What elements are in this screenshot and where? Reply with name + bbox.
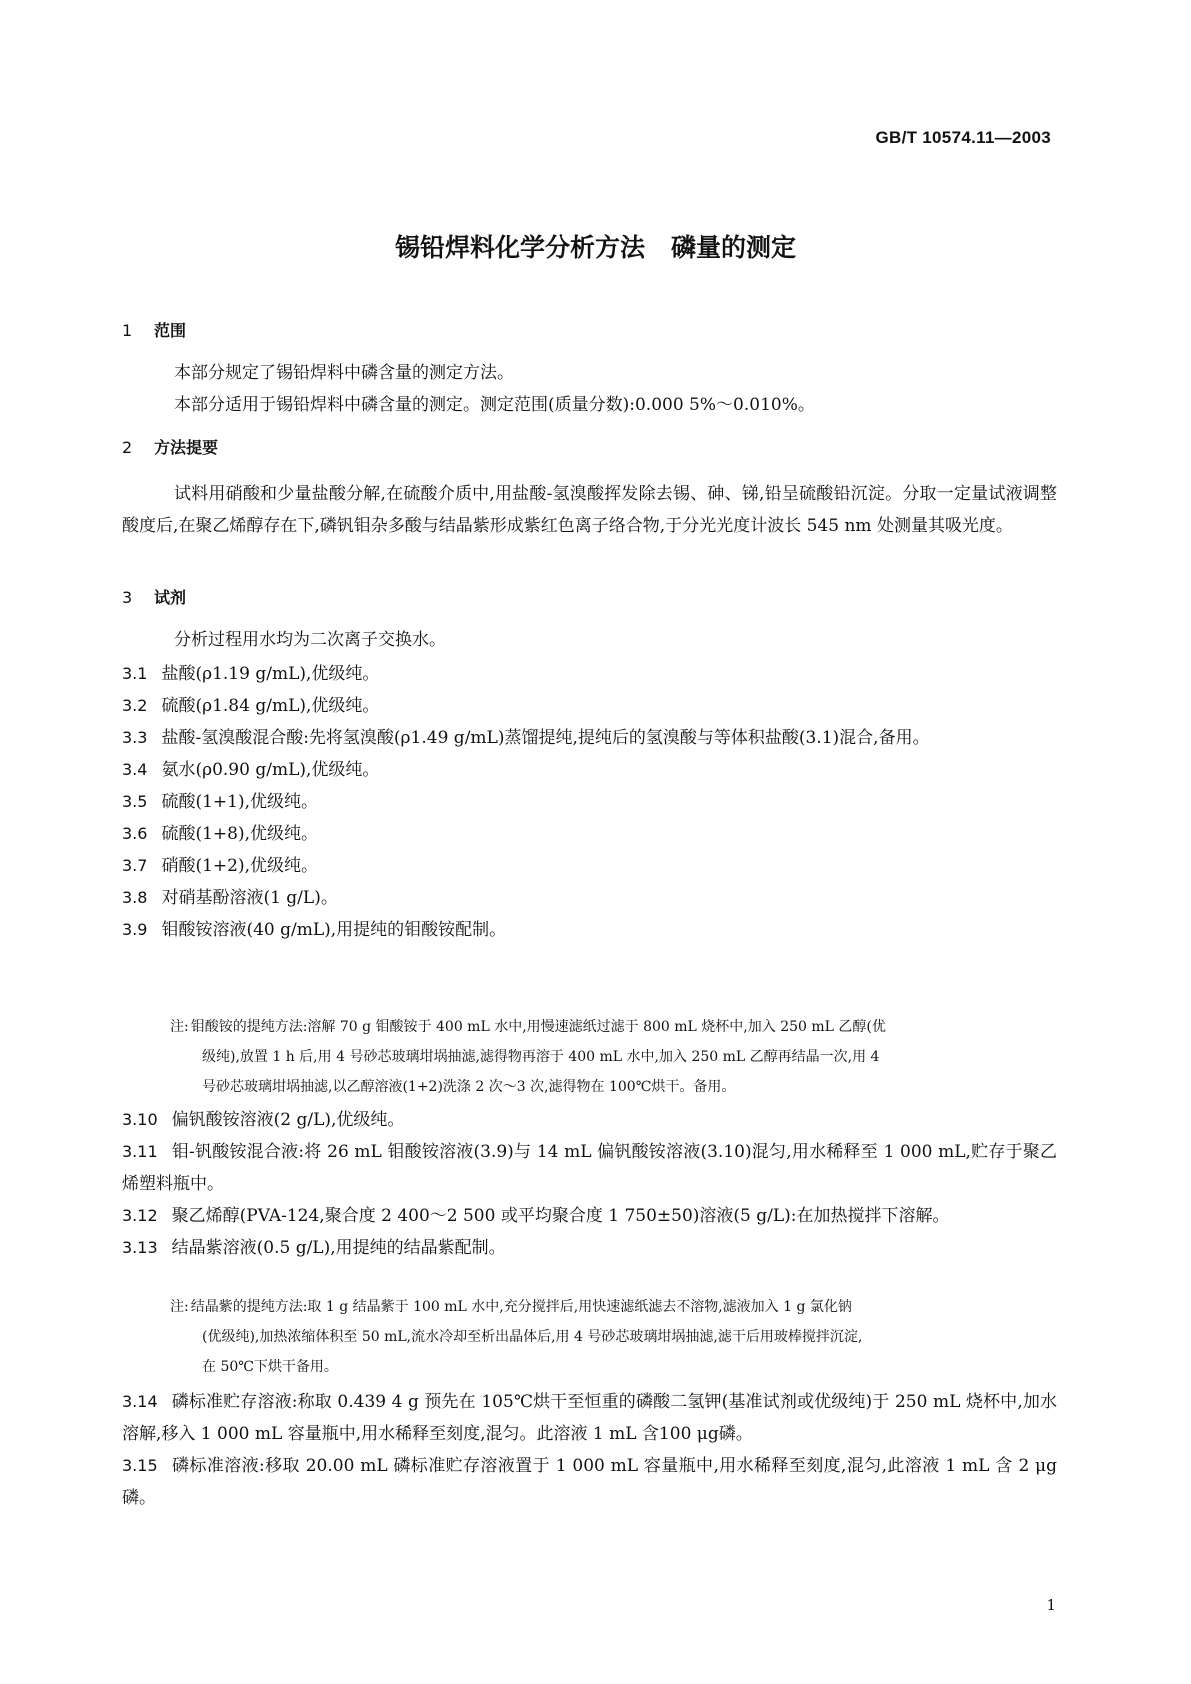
note-line: 钼酸铵的提纯方法:溶解 70 g 钼酸铵于 400 mL 水中,用慢速滤纸过滤于 800 mL 烧杯中,加入 250 mL 乙醇(优 — [190, 1019, 886, 1035]
note-line: (优级纯),加热浓缩体积至 50 mL,流水冷却至析出晶体后,用 4 号砂芯玻璃坩埚抽滤,滤干后用玻棒搅拌沉淀, — [202, 1329, 863, 1345]
section-number: 3 — [122, 588, 133, 607]
reagent-item — [122, 722, 1057, 754]
item-number: 3.7 — [122, 856, 148, 875]
item-number: 3.1 — [122, 664, 148, 683]
note-crystal-violet — [170, 1292, 1057, 1382]
note-line: 号砂芯玻璃坩埚抽滤,以乙醇溶液(1+2)洗涤 2 次～3 次,滤得物在 100℃烘干。备用。 — [202, 1079, 736, 1095]
item-text: 对硝基酚溶液(1 g/L)。 — [161, 888, 338, 908]
item-text: 盐酸-氢溴酸混合酸:先将氢溴酸(ρ1.49 g/mL)蒸馏提纯,提纯后的氢溴酸与等体积盐酸(3.1)混合,备用。 — [161, 728, 930, 748]
note-line: 结晶紫的提纯方法:取 1 g 结晶紫于 100 mL 水中,充分搅拌后,用快速滤纸滤去不溶物,滤液加入 1 g 氯化钠 — [190, 1299, 852, 1315]
reagent-item — [122, 1136, 1057, 1200]
reagent-item — [122, 786, 1057, 818]
section-3 — [122, 582, 1057, 656]
item-text: 硫酸(ρ1.84 g/mL),优级纯。 — [161, 696, 380, 716]
item-number: 3.6 — [122, 824, 148, 843]
item-number: 3.13 — [122, 1238, 158, 1257]
paragraph: 本部分适用于锡铅焊料中磷含量的测定。测定范围(质量分数):0.000 5%～0.010%。 — [174, 395, 815, 415]
item-number: 3.10 — [122, 1110, 158, 1129]
page-number: 1 — [1046, 1596, 1056, 1614]
title-part1: 锡铅焊料化学分析方法 — [394, 233, 645, 262]
paragraph: 本部分规定了锡铅焊料中磷含量的测定方法。 — [174, 363, 514, 383]
reagent-item — [122, 1450, 1057, 1514]
reagent-item — [122, 1232, 1057, 1264]
item-number: 3.15 — [122, 1456, 158, 1475]
section-title: 范围 — [154, 321, 187, 340]
item-text: 硝酸(1+2),优级纯。 — [161, 856, 318, 876]
item-number: 3.8 — [122, 888, 148, 907]
note-label: 注: — [170, 1299, 189, 1315]
note-line: 级纯),放置 1 h 后,用 4 号砂芯玻璃坩埚抽滤,滤得物再溶于 400 mL 水中,加入 250 mL 乙醇再结晶一次,用 4 — [202, 1049, 880, 1065]
item-number: 3.9 — [122, 920, 148, 939]
item-number: 3.3 — [122, 728, 148, 747]
item-text: 聚乙烯醇(PVA-124,聚合度 2 400～2 500 或平均聚合度 1 750±50)溶液(5 g/L):在加热搅拌下溶解。 — [171, 1206, 950, 1226]
section-heading — [122, 315, 1057, 347]
item-text: 磷标准溶液:移取 20.00 mL 磷标准贮存溶液置于 1 000 mL 容量瓶中,用水稀释至刻度,混匀,此溶液 1 mL 含 2 μg 磷。 — [122, 1456, 1057, 1508]
section-heading — [122, 432, 1057, 464]
item-text: 结晶紫溶液(0.5 g/L),用提纯的结晶紫配制。 — [171, 1238, 506, 1258]
page-title — [0, 228, 1191, 264]
item-text: 钼-钒酸铵混合液:将 26 mL 钼酸铵溶液(3.9)与 14 mL 偏钒酸铵溶液(3.10)混匀,用水稀释至 1 000 mL,贮存于聚乙烯塑料瓶中。 — [122, 1142, 1057, 1194]
reagent-item — [122, 850, 1057, 882]
item-text: 磷标准贮存溶液:称取 0.439 4 g 预先在 105℃烘干至恒重的磷酸二氢钾(基准试剂或优级纯)于 250 mL 烧杯中,加水溶解,移入 1 000 mL 容量瓶中,用水稀释至刻度,混匀。此溶液 1 mL 含100 μg磷。 — [122, 1392, 1057, 1444]
item-number: 3.4 — [122, 760, 148, 779]
section-number: 1 — [122, 321, 133, 340]
reagent-item — [122, 690, 1057, 722]
item-number: 3.14 — [122, 1392, 158, 1411]
reagent-item — [122, 818, 1057, 850]
item-number: 3.5 — [122, 792, 148, 811]
item-text: 钼酸铵溶液(40 g/mL),用提纯的钼酸铵配制。 — [161, 920, 507, 940]
reagent-item — [122, 754, 1057, 786]
section-title: 方法提要 — [154, 438, 219, 457]
item-text: 偏钒酸铵溶液(2 g/L),优级纯。 — [171, 1110, 405, 1130]
reagent-list-c — [122, 1386, 1057, 1514]
item-number: 3.2 — [122, 696, 148, 715]
note-line: 在 50℃下烘干备用。 — [202, 1359, 338, 1375]
reagent-item — [122, 658, 1057, 690]
paragraph: 分析过程用水均为二次离子交换水。 — [174, 630, 446, 650]
section-heading — [122, 582, 1057, 614]
standard-code: GB/T 10574.11—2003 — [875, 128, 1051, 147]
reagent-item — [122, 1386, 1057, 1450]
item-text: 硫酸(1+8),优级纯。 — [161, 824, 318, 844]
reagent-item — [122, 1104, 1057, 1136]
section-1 — [122, 315, 1057, 421]
reagent-item — [122, 914, 1057, 946]
section-title: 试剂 — [154, 588, 187, 607]
section-2 — [122, 432, 1057, 542]
reagent-item — [122, 1200, 1057, 1232]
reagent-list-a — [122, 658, 1057, 946]
item-number: 3.12 — [122, 1206, 158, 1225]
title-part2: 磷量的测定 — [671, 233, 797, 262]
item-text: 盐酸(ρ1.19 g/mL),优级纯。 — [161, 664, 380, 684]
section-number: 2 — [122, 438, 133, 457]
note-ammonium-molybdate — [170, 1012, 1057, 1102]
note-label: 注: — [170, 1019, 189, 1035]
item-text: 氨水(ρ0.90 g/mL),优级纯。 — [161, 760, 380, 780]
paragraph: 试料用硝酸和少量盐酸分解,在硫酸介质中,用盐酸-氢溴酸挥发除去锡、砷、锑,铅呈硫酸铅沉淀。分取一定量试液调整酸度后,在聚乙烯醇存在下,磷钒钼杂多酸与结晶紫形成紫红色离子络合物,于分光光度计波长 545 nm 处测量其吸光度。 — [122, 484, 1057, 536]
reagent-item — [122, 882, 1057, 914]
item-number: 3.11 — [122, 1142, 158, 1161]
item-text: 硫酸(1+1),优级纯。 — [161, 792, 318, 812]
reagent-list-b — [122, 1104, 1057, 1264]
